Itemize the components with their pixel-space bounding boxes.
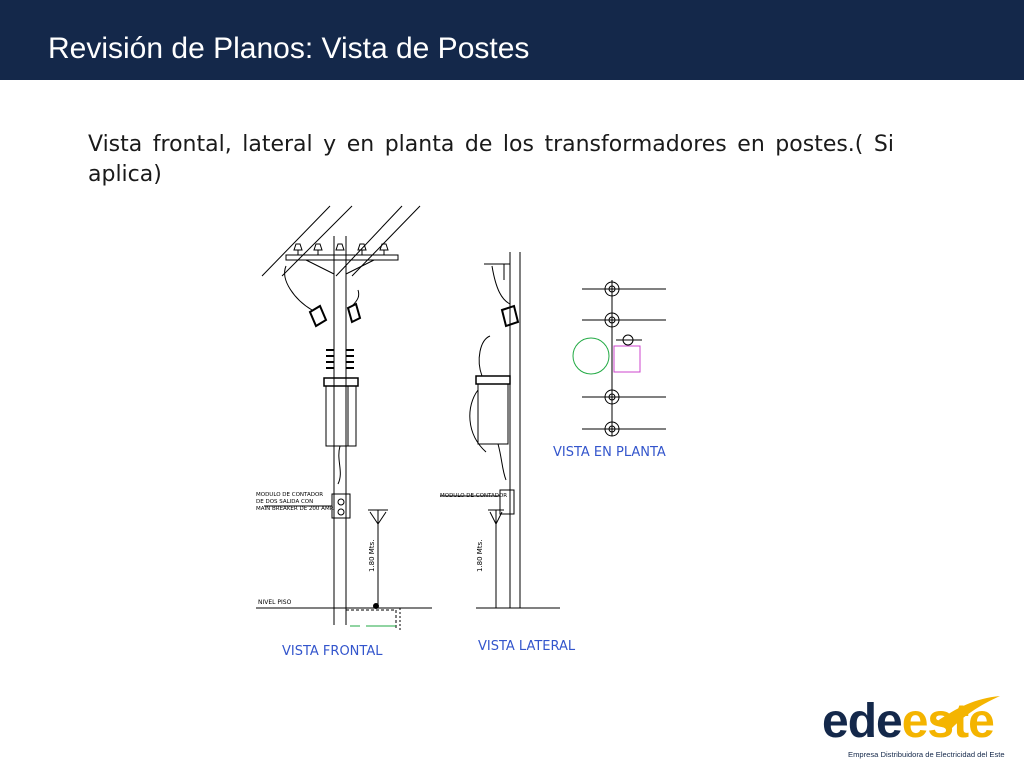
slide-title: Revisión de Planos: Vista de Postes xyxy=(48,32,530,65)
vista-lateral-drawing xyxy=(440,252,560,608)
vista-lateral-label: VISTA LATERAL xyxy=(478,639,576,654)
height-label-frontal: 1.80 Mts. xyxy=(368,539,376,572)
floor-label: NIVEL PISO xyxy=(258,599,292,606)
logo-tagline: Empresa Distribuidora de Electricidad del Este xyxy=(848,750,1005,759)
meter-label-frontal-2: DE DOS SALIDA CON xyxy=(256,499,314,505)
pole-drawings xyxy=(240,200,710,670)
plan-transformer-outline xyxy=(573,338,609,374)
slide-body-text: Vista frontal, lateral y en planta de los transformadores en postes.( Si aplica) xyxy=(88,132,894,187)
edeeste-logo xyxy=(818,692,1018,762)
vista-frontal-drawing xyxy=(256,206,432,630)
meter-label-frontal-1: MODULO DE CONTADOR xyxy=(256,492,324,498)
meter-label-frontal-3: MAIN BREAKER DE 200 AMP. xyxy=(256,506,334,512)
vista-en-planta-drawing xyxy=(582,280,666,436)
logo-wordmark: edeeste xyxy=(822,695,994,748)
meter-label-lateral: MODULO DE CONTADOR xyxy=(440,493,508,499)
vista-en-planta-label: VISTA EN PLANTA xyxy=(553,445,666,460)
height-label-lateral: 1.80 Mts. xyxy=(476,539,484,572)
vista-frontal-label: VISTA FRONTAL xyxy=(282,644,383,659)
title-bar xyxy=(0,0,1024,80)
plan-meter-outline xyxy=(614,346,640,372)
